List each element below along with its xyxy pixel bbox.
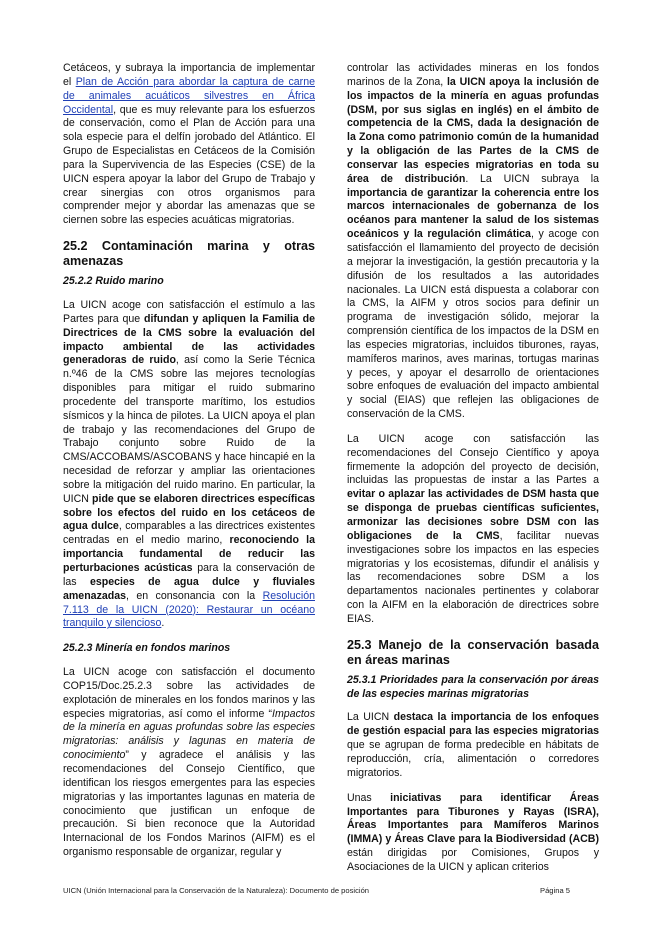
heading-25-2: 25.2 Contaminación marina y otras amenazas	[63, 239, 315, 269]
action-plan-link[interactable]: Plan de Acción para abordar la captura de carne de animales acuáticos silvestres en África Occidental	[63, 75, 315, 116]
text: están dirigidas por Comisiones, Grupos y Asociaciones de la UICN y aplican criterios	[347, 847, 599, 873]
text: que se agrupan de forma predecible en hábitats de reproducción, cría, alimentación o corredores migratorios.	[347, 739, 599, 779]
left-column	[63, 62, 315, 871]
heading-25-3-1: 25.3.1 Prioridades para la conservación por áreas de las especies marinas migratorias	[347, 673, 599, 700]
text: ” y agradece el análisis y las recomendaciones del Consejo Científico, que identifican los riesgos emergentes para las especies migratorias y las importantes lagunas en materia de conocimiento que justifican un enfoque de precaución. Si bien reconoce que la Autoridad Internacional de los Fondos Marinos (AIFM) es el organismo responsable de organizar, regular y	[63, 749, 315, 859]
bold-text: difundan y apliquen la Familia de Directrices de la CMS sobre la evaluación del impacto ambiental de las actividades generadoras de ruido	[63, 312, 315, 367]
text: , facilitar nuevas investigaciones sobre los impactos en las especies migratorias y los ecosistemas, difundir el análisis y las recomendaciones sobre DSM a los departamentos nacionales pertinentes y colaborar con la AIFM en la elaboración de directrices sobre EIAS.	[347, 529, 600, 625]
bold-text: especies de agua dulce y fluviales amenazadas	[63, 575, 315, 602]
text: La UICN acoge con satisfacción el estímulo a las Partes para que	[63, 298, 315, 325]
bold-text: evitar o aplazar las actividades de DSM hasta que se disponga de pruebas científicas suficientes, armonizar las decisiones sobre DSM con las obligaciones de la CMS	[347, 488, 599, 542]
italic-report-title: Impactos de la minería en aguas profundas sobre las especies migratorias: análisis y lagunas en materia de conocimiento	[63, 707, 315, 762]
page-footer	[63, 886, 570, 895]
bold-text: iniciativas para identificar Áreas Importantes para Tiburones y Rayas (ISRA), Áreas Importantes para Mamíferos Marinos (IMMA) y Áreas Clave para la Biodiversidad (ACB)	[347, 791, 599, 846]
text: , y acoge con satisfacción el llamamiento del proyecto de decisión a mejorar la investigación, la gestión precautoria y la difusión de los resultados a las autoridades nacionales. La UICN está dispuesta a colaborar con la CMS, la AIFM y otros socios para definir un programa de investigación sólido, mejorar la comprensión científica de los impactos de la DSM en las especies migratorias, incluidos tiburones, rayas, mamíferos marinos, aves marinas, tortugas marinas y peces, y apoyar el desarrollo de orientaciones sobre enfoques de evaluación del impacto ambiental y social (EIAS) que reflejen las obligaciones de conservación de la CMS.	[347, 228, 600, 421]
paragraph-scientific-council	[347, 433, 599, 627]
bold-text: importancia de garantizar la coherencia entre los marcos internacionales de gobernanza de los océanos para mantener la salud de los sistemas oceánicos y la regulación climática	[347, 186, 599, 241]
paragraph-cetaceans	[63, 62, 315, 228]
heading-25-2-2: 25.2.2 Ruido marino	[63, 275, 164, 288]
heading-25-3: 25.3 Manejo de la conservación basada en áreas marinas	[347, 637, 599, 667]
right-column	[347, 62, 599, 886]
paragraph-marine-noise	[63, 299, 315, 631]
text: controlar las actividades mineras en los fondos marinos de la Zona,	[347, 62, 599, 88]
text: , así como la Serie Técnica n.º46 de la CMS sobre las mejores tecnologías disponibles para mitigar el ruido submarino procedente del transporte marítimo, los estudios sísmicos y la hinca de pilotes. La UICN apoya el plan de trabajo y las recomendaciones del Grupo de Trabajo conjunto sobre Ruido de la CMS/ACCOBAMS/ASCOBANS y hace hincapié en la necesidad de reforzar y ampliar las orientaciones sobre la mitigación del ruido marino. En particular, la UICN	[63, 354, 315, 505]
paragraph-spatial-management	[347, 711, 599, 780]
bold-text: la UICN apoya la inclusión de los impactos de la minería en aguas profundas (DSM, por sus siglas en inglés) en el ámbito de competencia de la CMS, dada la designación de la Zona como patrimonio común de la humanidad y la obligación de las Partes de la CMS de conservar las especies migratorias en toda su área de distribución	[347, 75, 599, 185]
text: Cetáceos, y subraya la importancia de implementar el	[63, 62, 315, 88]
text: para la conservación de las	[63, 562, 315, 588]
paragraph-area-initiatives	[347, 792, 599, 875]
text: .	[161, 617, 165, 630]
paragraph-seabed-mining	[63, 666, 315, 860]
text: La UICN acoge con satisfacción las recomendaciones del Consejo Científico y apoya firmemente la adopción del proyecto de decisión, incluidas las propuestas de instar a las Partes a	[347, 432, 599, 487]
paragraph-dsm-competence	[347, 62, 599, 422]
text: Unas	[347, 791, 391, 804]
bold-text: reconociendo la importancia fundamental de reducir las perturbaciones acústicas	[63, 534, 315, 574]
text: . La UICN subraya la	[465, 172, 599, 185]
footer-title: UICN (Unión Internacional para la Conservación de la Naturaleza): Documento de posición	[63, 886, 370, 895]
page-number: Página 5	[540, 886, 570, 895]
resolution-7-113-link[interactable]: Resolución 7.113 de la UICN (2020): Restaurar un océano tranquilo y silencioso	[63, 589, 315, 630]
bold-text: destaca la importancia de los enfoques de gestión espacial para las especies migratorias	[347, 711, 599, 738]
text: , comparables a las directrices existentes centradas en el medio marino,	[63, 520, 315, 547]
text: , en consonancia con la	[126, 589, 263, 602]
text: La UICN acoge con satisfacción el documento COP15/Doc.25.2.3 sobre las actividades de explotación de minerales en los fondos marinos y las especies migratorias, así como el informe “	[63, 666, 315, 720]
text: La UICN	[347, 711, 394, 724]
text: , que es muy relevante para los esfuerzos de conservación, como el Plan de Acción para una sola especie para el delfín jorobado del Atlántico. El Grupo de Especialistas en Cetáceos de la Comisión para la Supervivencia de las Especies (CSE) de la UICN espera apoyar la labor del Grupo de Trabajo y crear sinergias con otros organismos para comprender mejor y abordar las amenazas que se ciernen sobre las especies acuáticas migratorias.	[63, 103, 315, 227]
bold-text: pide que se elaboren directrices específicas sobre los efectos del ruido en los cetáceos de agua dulce	[63, 492, 316, 533]
heading-25-2-3: 25.2.3 Minería en fondos marinos	[63, 642, 231, 655]
